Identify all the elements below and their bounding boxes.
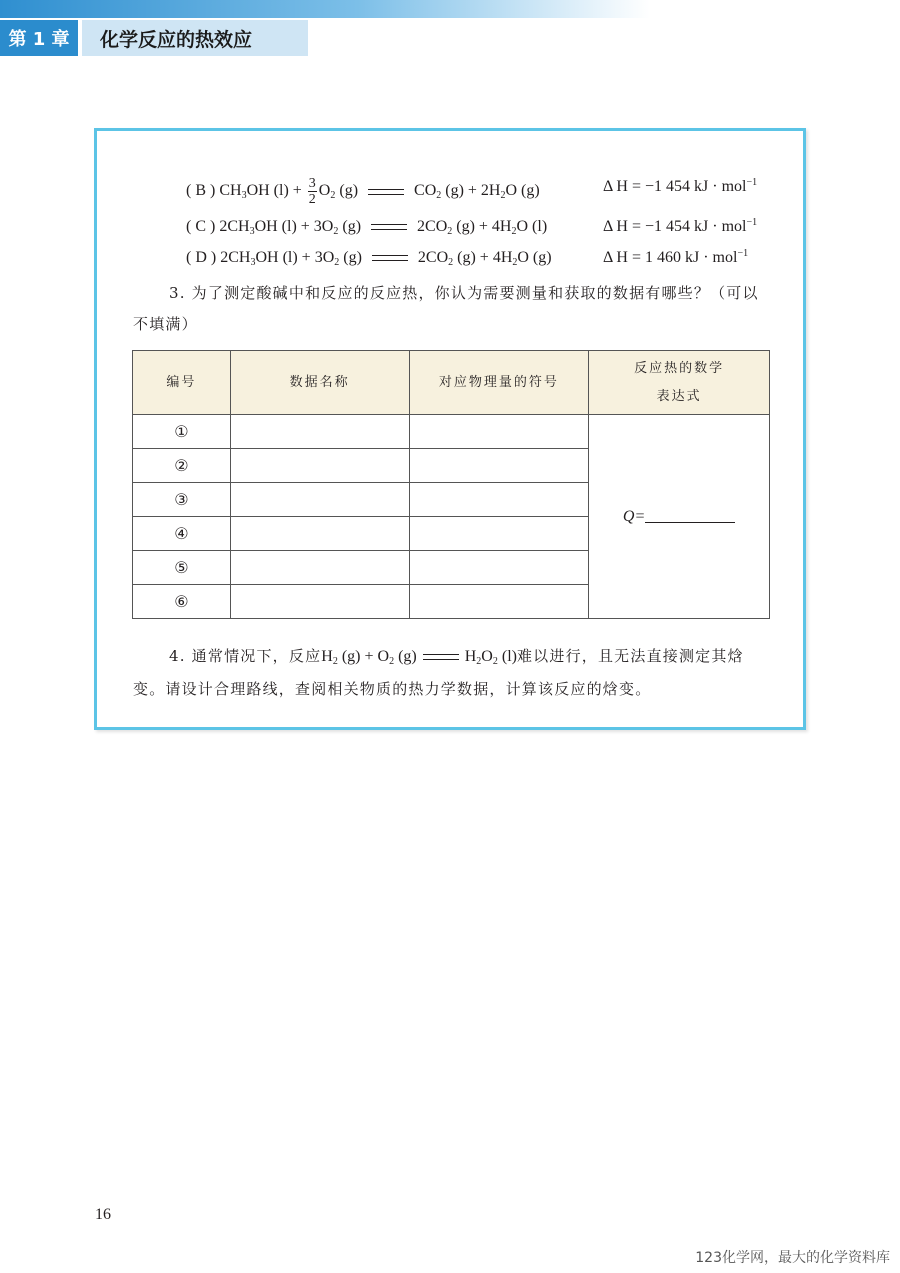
reaction-equals-sign <box>371 224 407 230</box>
formula-text: O <box>318 182 331 200</box>
symbol-cell[interactable] <box>409 585 589 619</box>
subscript: 2 <box>492 656 498 667</box>
enthalpy-value: Δ H = 1 460 kJ · mol <box>603 249 738 266</box>
subscript: 3 <box>250 257 256 268</box>
superscript: −1 <box>746 177 758 188</box>
subscript: 2 <box>389 656 395 667</box>
subscript: 2 <box>447 226 453 237</box>
subscript: 2 <box>330 190 336 202</box>
superscript: −1 <box>746 217 758 228</box>
chapter-label: 第 1 章 <box>0 20 78 56</box>
reaction-equals-sign <box>368 189 404 195</box>
symbol-cell[interactable] <box>409 551 589 585</box>
enthalpy-b <box>603 176 757 198</box>
table-header-row <box>133 351 770 415</box>
symbol-cell[interactable] <box>409 517 589 551</box>
subscript: 2 <box>332 656 338 667</box>
question-4-intro: 4. 通常情况下，反应 <box>169 647 322 665</box>
data-name-cell[interactable] <box>230 551 409 585</box>
formula-text: (g) + 4H <box>456 218 512 235</box>
formula-text: O (g) <box>517 249 552 266</box>
fraction-denominator: 2 <box>308 192 316 207</box>
enthalpy-value: Δ H = −1 454 kJ · mol <box>603 178 747 195</box>
page-number: 16 <box>95 1206 111 1223</box>
question-4 <box>133 640 773 705</box>
option-label: ( B ) <box>186 182 216 200</box>
data-name-cell[interactable] <box>230 449 409 483</box>
footer-watermark: 123化学网，最大的化学资料库 <box>695 1250 890 1266</box>
subscript: 2 <box>334 257 340 268</box>
option-label: ( D ) <box>186 249 217 266</box>
formula-text: 2CH <box>220 249 251 266</box>
question-4-body: 难以进行，且无法直接测定其焓变。请设计合理路线，查阅相关物质的热力学数据，计算该反应的焓变。 <box>133 647 744 698</box>
question-3: 3. 为了测定酸碱中和反应的反应热，你认为需要测量和获取的数据有哪些？（可以不填满） <box>133 284 759 333</box>
formula-text: OH (l) + <box>246 182 302 200</box>
data-name-cell[interactable] <box>230 585 409 619</box>
reaction-equals-sign <box>372 255 408 261</box>
row-number: ⑤ <box>133 551 231 585</box>
equation-b <box>186 176 540 207</box>
subscript: 2 <box>500 190 506 202</box>
formula-text: O <box>481 648 493 665</box>
option-label: ( C ) <box>186 218 216 235</box>
formula-text: OH (l) + 3O <box>255 249 335 266</box>
row-number: ③ <box>133 483 231 517</box>
header-expression-line2: 表达式 <box>656 388 702 404</box>
row-number: ② <box>133 449 231 483</box>
header-number: 编号 <box>133 351 231 415</box>
formula-text: (l) <box>497 648 517 665</box>
subscript: 2 <box>448 257 454 268</box>
superscript: −1 <box>737 248 749 259</box>
symbol-cell[interactable] <box>409 415 589 449</box>
formula-text: (g) + 2H <box>445 182 501 200</box>
fraction-numerator: 3 <box>308 176 316 191</box>
formula-text: (g) <box>394 648 417 665</box>
subscript: 2 <box>511 226 517 237</box>
symbol-cell[interactable] <box>409 483 589 517</box>
symbol-cell[interactable] <box>409 449 589 483</box>
row-number: ⑥ <box>133 585 231 619</box>
header-symbol: 对应物理量的符号 <box>409 351 589 415</box>
expression-cell[interactable] <box>589 415 770 619</box>
data-name-cell[interactable] <box>230 483 409 517</box>
subscript: 2 <box>476 656 482 667</box>
data-name-cell[interactable] <box>230 415 409 449</box>
enthalpy-d <box>603 247 748 269</box>
formula-text: 2CO <box>417 218 448 235</box>
answer-blank[interactable] <box>645 522 735 523</box>
header-gradient-bar <box>0 0 650 18</box>
header-expression <box>589 351 770 415</box>
formula-text: (g) <box>343 249 362 266</box>
formula-text: (g) + O <box>337 648 390 665</box>
formula-text: CO <box>414 182 437 200</box>
formula-text: O (g) <box>505 182 540 200</box>
formula-text: 2CH <box>219 218 250 235</box>
enthalpy-c <box>603 216 757 238</box>
formula-text: (g) + 4H <box>457 249 513 266</box>
chapter-title: 化学反应的热效应 <box>82 20 308 56</box>
row-number: ① <box>133 415 231 449</box>
equation-d <box>186 247 552 269</box>
formula-text: (g) <box>339 182 359 200</box>
formula-text: H <box>464 648 477 665</box>
q-label: Q= <box>622 507 646 525</box>
data-name-cell[interactable] <box>230 517 409 551</box>
formula-text: CH <box>219 182 242 200</box>
data-table <box>132 350 770 619</box>
row-number: ④ <box>133 517 231 551</box>
formula-text: 2CO <box>417 249 449 266</box>
subscript: 2 <box>436 190 442 202</box>
header-expression-line1: 反应热的数学 <box>634 360 725 376</box>
table-row <box>133 415 770 449</box>
subscript: 3 <box>249 226 255 237</box>
subscript: 2 <box>512 257 518 268</box>
subscript: 3 <box>241 190 247 202</box>
reaction-formula <box>321 648 517 665</box>
fraction <box>308 176 317 207</box>
header-data-name: 数据名称 <box>230 351 409 415</box>
formula-text: O (l) <box>516 218 548 235</box>
formula-text: OH (l) + 3O <box>254 218 334 235</box>
reaction-equals-sign <box>423 654 459 660</box>
formula-text: H <box>321 648 333 665</box>
enthalpy-value: Δ H = −1 454 kJ · mol <box>603 218 747 235</box>
subscript: 2 <box>333 226 339 237</box>
equation-c <box>186 216 547 238</box>
formula-text: (g) <box>342 218 362 235</box>
